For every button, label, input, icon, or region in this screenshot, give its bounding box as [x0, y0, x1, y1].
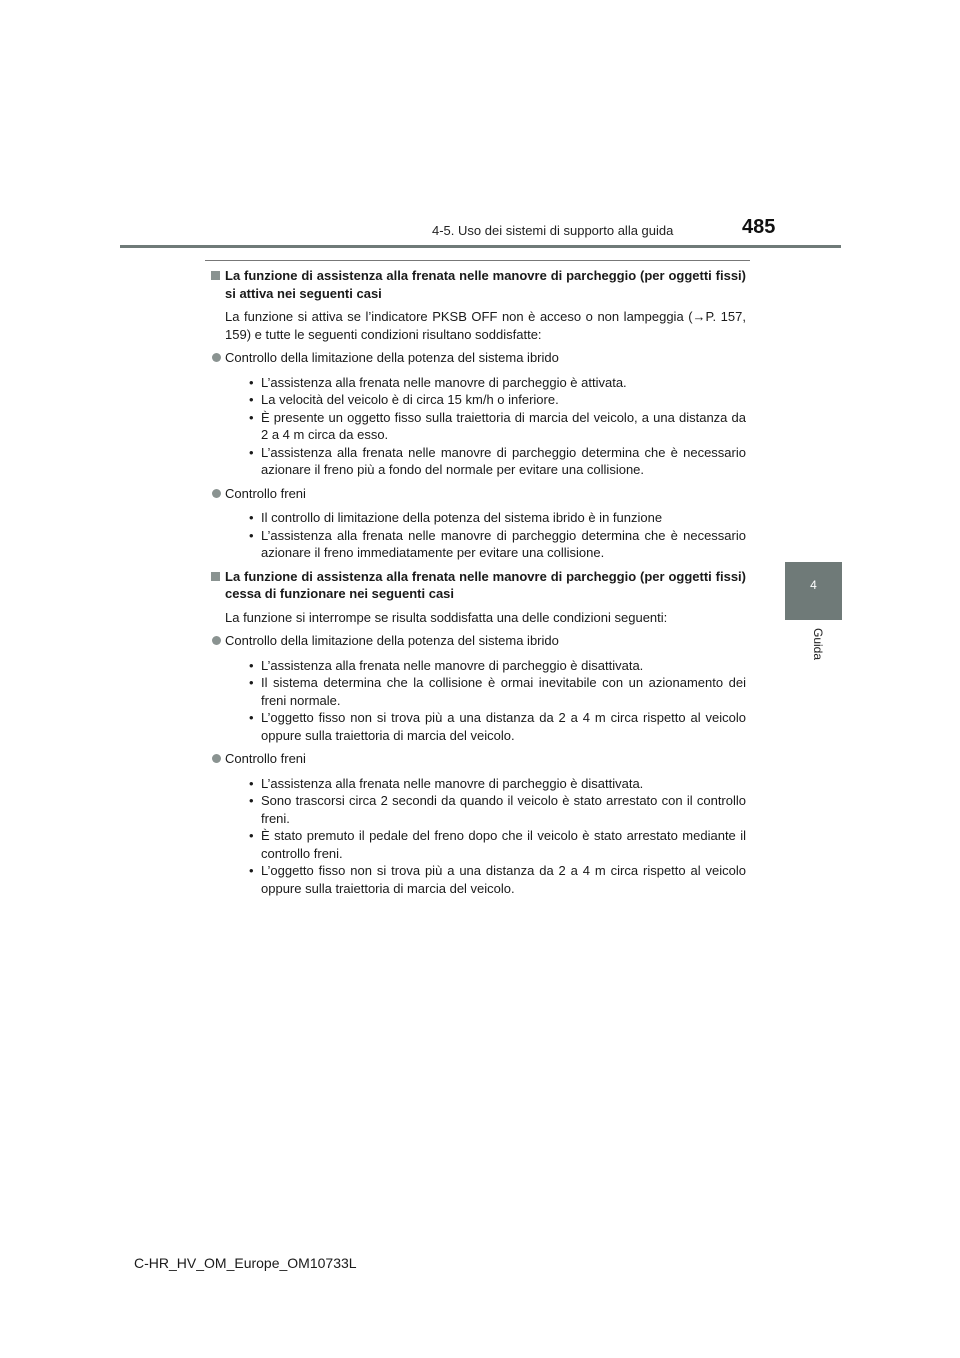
content-top-rule [205, 260, 750, 261]
square-bullet-icon [211, 572, 220, 581]
circle-bullet-icon [212, 489, 221, 498]
list-item: • L’oggetto fisso non si trova più a una distanza da 2 a 4 m circa rispetto al veicolo oppure sulla traiettoria di marcia del veicolo. [249, 710, 746, 743]
list-item: • Sono trascorsi circa 2 secondi da quando il veicolo è stato arrestato con il controllo freni. [249, 793, 746, 826]
chapter-tab [785, 562, 842, 620]
main-content [211, 267, 746, 903]
circle-bullet-icon [212, 636, 221, 645]
list-item: • L’assistenza alla frenata nelle manovre di parcheggio è disattivata. [249, 775, 644, 791]
chapter-tab-label-area [785, 624, 842, 670]
list-item: • Il sistema determina che la collisione è ormai inevitabile con un azionamento dei freni normale. [249, 675, 746, 708]
condition-group-title: Controllo freni [211, 485, 746, 503]
square-bullet-icon [211, 271, 220, 280]
section-intro: La funzione si interrompe se risulta soddisfatta una delle condizioni seguenti: [225, 609, 668, 625]
list-item: • L’assistenza alla frenata nelle manovre di parcheggio è attivata. [249, 374, 627, 390]
section-intro: La funzione si attiva se l’indicatore PKSB OFF non è acceso o non lampeggia (→P. 157, 159) e tutte le seguenti condizioni risultano soddisfatte: [225, 309, 746, 342]
list-item: • Il controllo di limitazione della potenza del sistema ibrido è in funzione [249, 510, 663, 525]
list-item: • L’oggetto fisso non si trova più a una distanza da 2 a 4 m circa rispetto al veicolo oppure sulla traiettoria di marcia del veicolo. [249, 863, 746, 896]
circle-bullet-icon [212, 353, 221, 362]
document-code: C-HR_HV_OM_Europe_OM10733L [134, 1255, 357, 1271]
circle-bullet-icon [212, 754, 221, 763]
condition-group-title: Controllo della limitazione della potenza del sistema ibrido [211, 632, 746, 650]
condition-list [211, 374, 746, 479]
condition-group-title: Controllo della limitazione della potenza del sistema ibrido [211, 349, 746, 367]
page-number: 485 [742, 216, 776, 238]
list-item: • È stato premuto il pedale del freno dopo che il veicolo è stato arrestato mediante il controllo freni. [249, 828, 746, 861]
running-header-section: 4-5. Uso dei sistemi di supporto alla guida [432, 223, 674, 238]
list-item: • È presente un oggetto fisso sulla traiettoria di marcia del veicolo, a una distanza da 2 a 4 m circa da esso. [249, 409, 746, 442]
condition-list [211, 657, 746, 745]
condition-group-title: Controllo freni [211, 750, 746, 768]
chapter-tab-label: Guida [811, 628, 825, 661]
chapter-tab-number: 4 [810, 578, 817, 592]
condition-list [211, 509, 746, 562]
list-item: • L’assistenza alla frenata nelle manovre di parcheggio è disattivata. [249, 657, 644, 673]
section-heading: La funzione di assistenza alla frenata nelle manovre di parcheggio (per oggetti fissi) cessa di funzionare nei seguenti casi [211, 568, 746, 603]
list-item: • La velocità del veicolo è di circa 15 km/h o inferiore. [249, 392, 559, 407]
list-item: • L’assistenza alla frenata nelle manovre di parcheggio determina che è necessario azionare il freno immediatamente per evitare una collisione. [249, 527, 746, 560]
section-heading: La funzione di assistenza alla frenata nelle manovre di parcheggio (per oggetti fissi) si attiva nei seguenti casi [211, 267, 746, 302]
header-rule [120, 245, 841, 248]
condition-list [211, 775, 746, 898]
list-item: • L’assistenza alla frenata nelle manovre di parcheggio determina che è necessario azionare il freno più a fondo del normale per evitare una collisione. [249, 444, 746, 477]
